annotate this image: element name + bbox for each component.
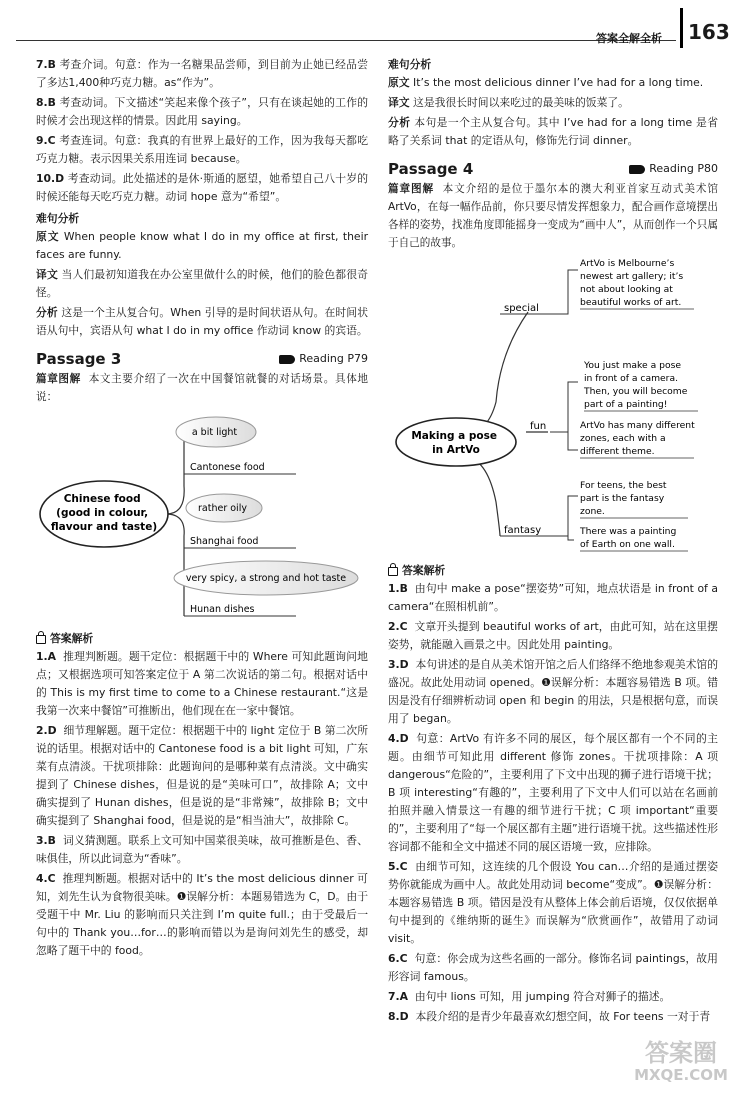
hard-sentence-title: 难句分析 xyxy=(388,58,432,71)
answer-item: 7.B 考查介词。句意：作为一名糖果品尝师，到目前为止她已经品尝了多达1,400种巧克力糖。as“作为”。 xyxy=(36,58,369,89)
original-sentence: 原文 It’s the most delicious dinner I’ve had for a long time. xyxy=(388,76,704,89)
watermark-bottom: MXQE.COM xyxy=(634,1066,728,1084)
answer-item: 5.C 由细节可知，这连续的几个假设 You can…介绍的是通过摆姿势你就能成为画中人。故此处用动词 become“变成”。❶误解分析：本题容易错选 B 项。错因是没有从整体上体会前后语境，仅仅依据单句中提到的《维纳斯的诞生》而误解为“欣赏画作”，故错用了动词 visit。 xyxy=(388,860,718,945)
note-line: ArtVo is Melbourne’s xyxy=(580,258,675,269)
svg-text:a bit light rather oil xyxy=(186,427,346,584)
watermark-logo xyxy=(626,1039,736,1088)
note-line: newest art gallery; it’s xyxy=(580,271,684,282)
answer-list-top xyxy=(36,56,368,206)
right-column xyxy=(388,56,718,1028)
watermark-top: 答案圈 xyxy=(645,1039,717,1067)
passage-outline: 篇章图解 本文主要介绍了一次在中国餐馆就餐的对话场景。具体地说： xyxy=(36,373,368,403)
svg-text:ArtVo is Melbourne’s n xyxy=(579,258,698,550)
answer-item: 9.C 考查连词。句意：我真的有世界上最好的工作，因为我每天都吃巧克力糖。表示因果关系用连词 because。 xyxy=(36,134,368,165)
page-number: 163 xyxy=(688,20,730,44)
bubble-label: rather oily xyxy=(198,503,247,514)
hard-sentence-title: 难句分析 xyxy=(36,212,80,225)
answer-item: 7.A 由句中 lions 可知，用 jumping 符合对狮子的描述。 xyxy=(388,990,671,1003)
note-line: For teens, the best xyxy=(580,480,667,491)
left-column xyxy=(36,56,368,962)
note-line: in front of a camera. xyxy=(584,373,679,384)
answers-heading: 答案解析 xyxy=(388,562,718,580)
branch-label: Hunan dishes xyxy=(190,604,255,615)
header-rule xyxy=(16,40,676,41)
map-center xyxy=(51,493,157,533)
passage-title: Passage 3 xyxy=(36,350,122,368)
analysis: 分析 这是一个主从复合句。When 引导的是时间状语从句。在时间状语从句中，宾语从句 what I do in my office 作动词 know 的宾语。 xyxy=(36,306,368,337)
mind-map-chinese-food xyxy=(36,406,368,626)
pointing-hand-icon xyxy=(279,355,295,364)
map-center-line: Making a pose xyxy=(411,430,497,442)
passage-outline: 篇章图解 本文介绍的是位于墨尔本的澳大利亚首家互动式美术馆 ArtVo，在每一幅作品前，你只要尽情发挥想象力，配合画作意境摆出各样的姿势，找准角度即能摇身一变成为“画中人”，从而创作一个只属于自己的故事。 xyxy=(388,183,719,249)
header-label: 答案全解全析 xyxy=(596,32,662,45)
answer-item: 8.D 本段介绍的是青少年最喜欢幻想空间，故 For teens 一对于青 xyxy=(388,1010,711,1023)
branch-label: special xyxy=(504,303,539,314)
map-center-line: flavour and taste) xyxy=(50,521,158,533)
note-line: zones, each with a xyxy=(580,433,666,444)
answer-item: 4.C 推理判断题。根据对话中的 It’s the most delicious dinner 可知，刘先生认为食物很美味。❶误解分析：本题易错选为 C，D。由于受题干中 Mr. Liu 的影响而只关注到 I’m quite full.；由于受最后一句中的 Thank you…for…的影响而错以为是询问刘先生的感受，却忽略了题干中的 food。 xyxy=(36,872,368,957)
answer-item: 3.D 本句讲述的是自从美术馆开馆之后人们络绎不绝地参观美术馆的盛况。故此处用动词 opened。❶误解分析：本题容易错选 B 项。错因是没有仔细辨析动词 open 和 begin 的用法，只是根据句意，而误用了 began。 xyxy=(388,658,718,725)
bubble-label: a bit light xyxy=(191,427,238,438)
note-line: Then, you will become xyxy=(584,386,688,397)
map-center-line: Chinese food xyxy=(63,493,141,505)
note-line: part of a painting! xyxy=(584,399,668,410)
branch-label: Cantonese food xyxy=(190,462,265,473)
passage-3-heading xyxy=(36,350,368,368)
answer-item: 6.C 句意：你会成为这些名画的一部分。修饰名词 paintings，故用形容词 famous。 xyxy=(388,952,718,983)
svg-text:special fun fa xyxy=(504,303,549,536)
mind-map-artvo xyxy=(388,252,718,558)
note-line: ArtVo has many different xyxy=(580,420,695,431)
branch-label: fantasy xyxy=(504,525,542,536)
note-line: different theme. xyxy=(580,446,655,457)
note-line: part is the fantasy xyxy=(580,493,665,504)
bubble-label: very spicy, a strong and hot taste xyxy=(185,573,347,584)
page-header xyxy=(0,0,750,52)
answer-item: 4.D 句意：ArtVo 有许多不同的展区，每个展区都有一个不同的主题。由细节可知此用 different 修饰 zones。干扰项排除：A 项 dangerous“危险的”，主要利用了下文中出现的狮子进行语境干扰；B 项 interesting“有趣的”，主要利用了下文中人们可以站在名画前拍照并融入情景这一有趣的细节进行干扰；C 项 important“重要的”，主要利用了“每一个展区都有主题”进行语境干扰。这些描述性形容词都不能和全文中描述不同的展区语境一致，应排除。 xyxy=(388,732,718,853)
lock-icon xyxy=(36,635,46,644)
original-sentence: 原文 When people know what I do in my office at first, their faces are funny. xyxy=(36,230,369,261)
translation: 译文 当人们最初知道我在办公室里做什么的时候，他们的脸色都很奇怪。 xyxy=(36,268,369,299)
branch-label: Shanghai food xyxy=(190,536,259,547)
reading-reference: Reading P79 xyxy=(279,350,368,368)
note-line: of Earth on one wall. xyxy=(580,539,675,550)
map-center-line: (good in colour, xyxy=(56,507,149,519)
reading-reference: Reading P80 xyxy=(629,160,718,178)
answer-item: 2.C 文章开头提到 beautiful works of art，由此可知，站在这里摆姿势，就能融入画景之中。因此处用 painting。 xyxy=(388,620,718,651)
answer-item: 2.D 细节理解题。题干定位：根据题干中的 light 定位于 B 第二次所说的话里。根据对话中的 Cantonese food is a bit light 可知，广东菜有点清淡。干扰项排除：此题询问的是哪种菜有点清淡。文中确实提到了 Chinese dishes，但是说的是“美味可口”，故排除 A；文中确实提到了 Hunan dishes，但是说的是“非常辣”，故排除 B；文中确实提到了 Shanghai food，但是说的是“相当油大”，故排除 C。 xyxy=(36,724,368,827)
answer-item: 8.B 考查动词。下文描述“笑起来像个孩子”，只有在谈起她的工作的时候才会出现这样的情景。因此用 saying。 xyxy=(36,96,368,127)
map-center-line: in ArtVo xyxy=(432,444,480,456)
note-line: zone. xyxy=(580,506,605,517)
branch-label: fun xyxy=(530,421,547,432)
header-bar xyxy=(680,8,683,48)
passage-title: Passage 4 xyxy=(388,160,474,178)
note-line: beautiful works of art. xyxy=(580,297,682,308)
pointing-hand-icon xyxy=(629,165,645,174)
note-line: You just make a pose xyxy=(584,360,682,371)
note-line: There was a painting xyxy=(580,526,677,537)
analysis: 分析 本句是一个主从复合句。其中 I’ve had for a long time 是省略了关系词 that 的定语从句，修饰先行词 dinner。 xyxy=(388,116,718,147)
translation: 译文 这是我很长时间以来吃过的最美味的饭菜了。 xyxy=(388,96,629,109)
passage-4-heading xyxy=(388,160,718,178)
answer-item: 1.B 由句中 make a pose“摆姿势”可知，地点状语是 in front of a camera“在照相机前”。 xyxy=(388,582,718,613)
note-line: not about looking at xyxy=(580,284,673,295)
answer-item: 10.D 考查动词。此处描述的是休·斯通的愿望，她希望自己八十岁的时候还能每天吃巧克力糖。动词 hope 意为“希望”。 xyxy=(36,172,368,203)
lock-icon xyxy=(388,567,398,576)
answer-item: 3.B 词义猜测题。联系上文可知中国菜很美味，故可推断是色、香、味俱佳，所以此词意为“香味”。 xyxy=(36,834,368,865)
answer-item: 1.A 推理判断题。题干定位：根据题干中的 Where 可知此题询问地点；又根据选项可知答案定位于 A 第二次说话的第二句。根据对话中的 This is my first time to come to a Chinese restaurant.“这是我第一次来中餐馆”可推断出，他们现在在一家中餐馆。 xyxy=(36,650,368,717)
answers-heading: 答案解析 xyxy=(36,630,368,648)
